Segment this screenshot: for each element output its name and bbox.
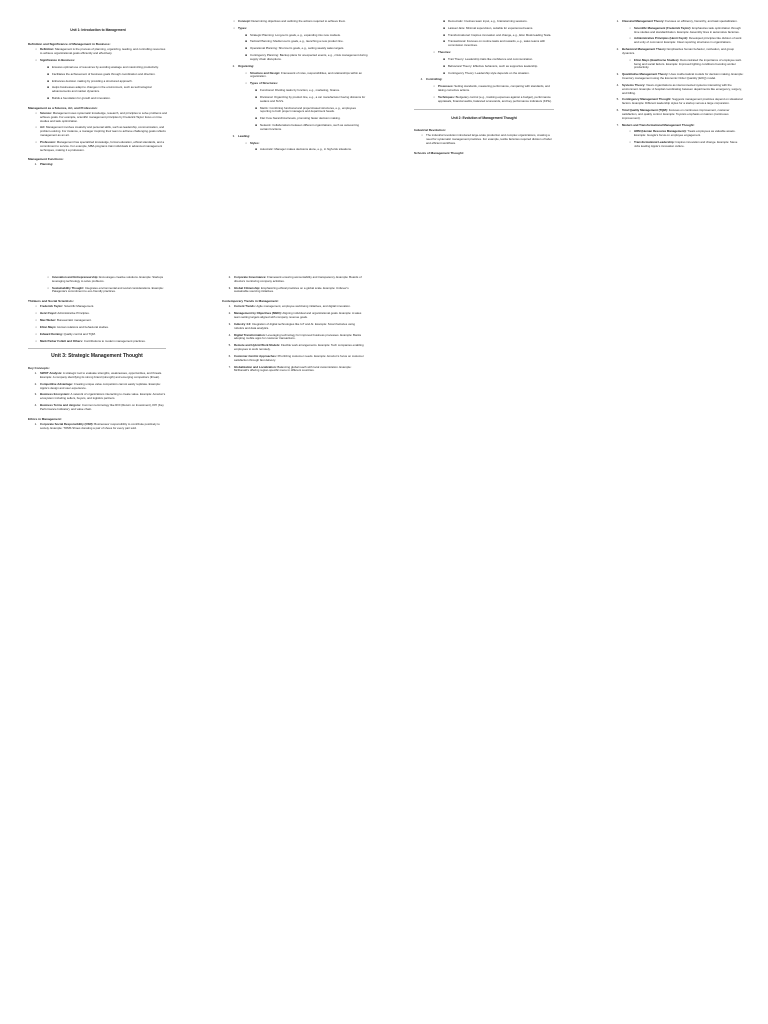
column-4 (610, 20, 744, 152)
list-item: ■ Facilitates the achievement of business goals through coordination and direction. (47, 71, 156, 76)
section-divider (28, 348, 166, 349)
list-item: ■ Autocratic: Manager makes decisions alone, e.g., in high-risk situations. (255, 147, 352, 152)
list-item: ■ Trait Theory: Leadership traits like confidence and communication. (443, 56, 533, 61)
list-item: 4. Controlling: (420, 77, 443, 82)
list-item: ○ Significance in Business: (35, 58, 76, 63)
list-item: ■ Flat: Few hierarchical levels, promoting faster decision making. (255, 116, 341, 121)
list-item: ○ Administrative Principles (Henri Fayol): Developed principles like division of work and unity of command. Example: Clear reporting structures in organizations. (629, 36, 742, 45)
list-item: ○ Structure and Design: Framework of roles, responsibilities, and relationships within an organization. (245, 70, 362, 79)
list-item: ■ Laissez-faire: Minimal supervision, suitable for experienced teams. (443, 25, 534, 30)
trends-heading: Contemporary Trends in Management: (222, 299, 279, 304)
list-item: ■ Enhances decision making by providing a structured approach. (47, 78, 133, 83)
list-item: ○ Types: (233, 25, 248, 30)
column-1 (28, 20, 168, 170)
unit-2-title: Unit 2: Evolution of Management Thought (451, 115, 517, 120)
list-item: 5. Remote and Hybrid Work Models: Flexible work arrangements. Example: Tech companies enabling employees to work remotely. (228, 343, 364, 352)
list-item: 2. Management by Objectives (MBO): Aligning individual and organizational goals. Example: A sales team setting targets aligned with company revenue goals. (228, 311, 362, 320)
list-item: 6. Customer-Centric Approaches: Prioritizing customer needs. Example: Amazon's focus on customer satisfaction through fast delivery. (228, 353, 364, 362)
list-item: ■ Tactical Planning: Medium-term goals, e.g., launching a new product line. (245, 39, 344, 44)
list-item: 2. Competitive Advantage: Creating unique value competitors cannot easily replicate. Example: Apple's design and user experience. (34, 381, 161, 390)
list-item: ○ Styles: (245, 140, 260, 145)
list-item: ○ Frederick Taylor: Scientific Management. (35, 304, 95, 309)
list-item: ○ Definition: Management is the process of planning, organizing, leading, and controlling resources to achieve organizational goals efficiently and effectively. (35, 47, 166, 56)
list-item: ○ Theories: (433, 50, 452, 55)
list-item: ■ Contingency Planning: Backup plans for unexpected events, e.g., crisis management during supply chain disruptions. (245, 53, 368, 61)
list-item: 1. Planning: (34, 162, 54, 167)
list-item: ○ Max Weber: Bureaucratic management. (35, 318, 92, 323)
list-item: ○ Concept: Determining objectives and outlining the actions required to achieve them. (233, 20, 346, 23)
list-item: ○ Elton Mayo: Human relations and behavioral studies. (35, 324, 109, 329)
list-item: ○ Edward Deming: Quality control and TQM. (35, 331, 96, 336)
list-item: ■ Transformational: Inspires innovation and change, e.g., Elon Musk leading Tesla. (443, 32, 552, 37)
list-item: ■ Operational Planning: Short-term goals, e.g., setting weekly sales targets. (245, 46, 345, 51)
functions-heading: Management Functions: (28, 157, 64, 162)
unit-3-title: Unit 3: Strategic Management Thought (51, 353, 143, 360)
list-item: ○ Techniques: Budgetary control (e.g., tracking expenses against a budget), performance appraisals, financial audits, balanced scorecards, and key performance indicators (KPIs). (433, 94, 552, 103)
column-5 (28, 276, 166, 433)
list-item: ■ Matrix: Combining functional and project-based structures, e.g., employees reporting to both project managers and department heads. (255, 105, 356, 114)
list-item: ○ Elton Mayo (Hawthorne Studies): Demonstrated the importance of employee well-being and social factors. Example: Improved lighting conditions boosting worker productivity. (629, 57, 742, 70)
ethics-heading: Ethics in Management: (28, 416, 62, 421)
list-item: ○ Sustainability Thought: Integrates environmental and social considerations. Example: Patagonia's commitment to eco-friendly practices. (47, 285, 164, 294)
list-item: 4. Digital Transformation: Leveraging technology for improved business processes. Example: Banks adopting mobile apps for customer transactions. (228, 332, 362, 341)
list-item: 3. Business Ecosystem: A network of organizations interacting to create value. Example: Amazon's ecosystem including sellers, buyers, and logistics partners. (34, 392, 166, 401)
column-3 (414, 20, 554, 157)
list-item: ○ Processes: Setting standards, measuring performance, comparing with standards, and taking corrective actions. (433, 84, 550, 93)
list-item: ■ Contingency Theory: Leadership style depends on the situation. (443, 70, 530, 75)
definition-heading: Definition and Significance of Management in Business: (28, 42, 111, 47)
list-item: 6. Total Quality Management (TQM): Focuses on continuous improvement, customer satisfaction, and quality control. Example: Toyota's emphasis on kaizen (continuous improvement). (616, 108, 730, 120)
column-6 (222, 276, 364, 376)
list-item: ○ Types of Structures: (245, 81, 278, 86)
list-item: 3. Industry 4.0: Integration of digital technologies like IoT and AI. Example: Smart factories using robotics and data analytics. (228, 321, 355, 330)
list-item: 1. Classical Management Theory: Focuses on efficiency, hierarchy, and task specialization. (616, 20, 738, 23)
list-item: ○ Scientific Management (Frederick Taylor): Emphasizes task optimization through time studies and standardization. Example: Assembly lines in automotive factories. (629, 25, 741, 34)
list-item: 2. Behavioral Management Theory: Emphasizes human behavior, motivation, and group dynamics. (616, 47, 734, 55)
section-divider (414, 109, 554, 110)
list-item: 2. Corporate Governance: Framework ensuring accountability and transparency. Example: Boards of directors monitoring company activities. (228, 276, 362, 283)
list-item: ■ Helps businesses adapt to changes in the environment, such as technological advancements and market dynamics. (47, 85, 152, 94)
list-item: 4. Systems Theory: Views organizations as interconnected systems interacting with the environment. Example: A hospital coordinating between departments like emergency, surgery, and billing. (616, 82, 742, 95)
list-item: ■ Strategic Planning: Long-term goals, e.g., expanding into new markets. (245, 32, 341, 37)
list-item: ○ Mark Parker Follett and Others: Contributions to modern management practices. (35, 338, 146, 343)
list-item: ○ Art: Management involves creativity and personal skills, such as leadership, communication, and problem-solving. For instance, a manager inspiring their team to achieve challenging goals reflects management as an art. (35, 125, 166, 138)
list-item: 2. Organizing: (232, 63, 255, 68)
list-item: 3. Leading: (232, 133, 251, 138)
list-item: 7. Modern and Transformational Management Thought: (616, 122, 695, 127)
list-item: ○ Science: Management uses systematic knowledge, research, and principles to solve problems and achieve goals. For example, scientific management principles by Frederick Taylor focus on time studies and task optimization. (35, 110, 167, 123)
list-item: 5. Contingency Management Thought: Suggests management practices depend on situational factors. Example: Different leadership styles for a startup versus a large corporation. (616, 97, 743, 106)
list-item: 4. Business Terms and Jargons: Common terminology like ROI (Return on Investment), KPI (Key Performance Indicator), and value chain. (34, 403, 164, 411)
document-title: Unit 1: Introduction to Management (70, 28, 126, 32)
list-item: ○ Innovation and Entrepreneurship: Encourages creative solutions. Example: Startups leveraging technology to solve problems. (47, 276, 164, 283)
list-item: ○ Transformational Leadership: Inspires innovation and change. Example: Steve Jobs leading Apple's innovation culture. (629, 140, 738, 148)
list-item: ■ Behavioral Theory: Effective behaviors, such as supportive leadership. (443, 63, 539, 68)
column-2 (226, 20, 368, 155)
list-item: 3. Quantitative Management Theory: Uses mathematical models for decision making. Example: Inventory management using the Economic Order Quantity (EOQ) model. (616, 72, 744, 81)
list-item: 1. Current Trends: Agile management, employee well-being initiatives, and digital innovation. (228, 304, 351, 309)
list-item: 1. Corporate Social Responsibility (CSR): Businesses' responsibility to contribute positively to society. Example: TOMS Shoes donating a pair of shoes for every pair sold. (34, 421, 160, 430)
list-item: ■ Transactional: Focuses on routine tasks and rewards, e.g., sales teams with commission incentives. (443, 39, 546, 48)
list-item: ■ Divisional: Organizing by product line, e.g., a car manufacturer having divisions for sedans and SUVs. (255, 94, 366, 103)
list-item: ■ Democratic: Involves team input, e.g., brainstorming sessions. (443, 20, 528, 23)
list-item: ○ HRM (Human Resource Management): Treats employees as valuable assets. Example: Google's focus on employee engagement. (629, 129, 736, 138)
list-item: ■ Functional: Dividing tasks by function, e.g., marketing, finance. (255, 88, 341, 93)
thinkers-heading: Thinkers and Social Scientists: (28, 299, 74, 304)
concepts-heading: Key Concepts: (28, 365, 50, 370)
list-item: ○ Profession: Management has specialized knowledge, formal education, ethical standards, and a commitment to service. For example, MBA programs train individuals in advanced management techniques, making it a profession. (35, 139, 165, 152)
list-item: 3. Global Citizenship: Emphasizing ethical practices on a global scale. Example: Unilever's sustainable sourcing initiatives. (228, 285, 349, 294)
list-item: ■ Network: Collaborations between different organizations, such as outsourcing certain functions. (255, 123, 359, 131)
list-item: ○ Henri Fayol: Administrative Principles. (35, 311, 90, 316)
industrial-heading: Industrial Revolution: (414, 127, 446, 132)
science-art-heading: Management as a Science, Art, and Profession: (28, 105, 98, 110)
list-item: ○ The industrial revolution introduced large-scale production and complex organizations, creating a need for systematic management practices. For example, textile factories required division of labor and efficient workflows. (421, 133, 552, 145)
list-item: 1. SWOT Analysis: A strategic tool to evaluate strengths, weaknesses, opportunities, and threats. Example: A company identifying its strong brand (strength) and emerging competitors (threat). (34, 371, 163, 379)
list-item: ■ Builds a foundation for growth and innovation. (47, 96, 111, 101)
schools-heading: Schools of Management Thought: (414, 150, 464, 155)
list-item: ■ Ensures optimal use of resources by avoiding wastage and maximizing productivity. (47, 64, 159, 69)
list-item: 7. Globalization and Localization: Balancing global reach with local customization. Example: McDonald's offering region-specific menu in different countries. (228, 364, 352, 373)
